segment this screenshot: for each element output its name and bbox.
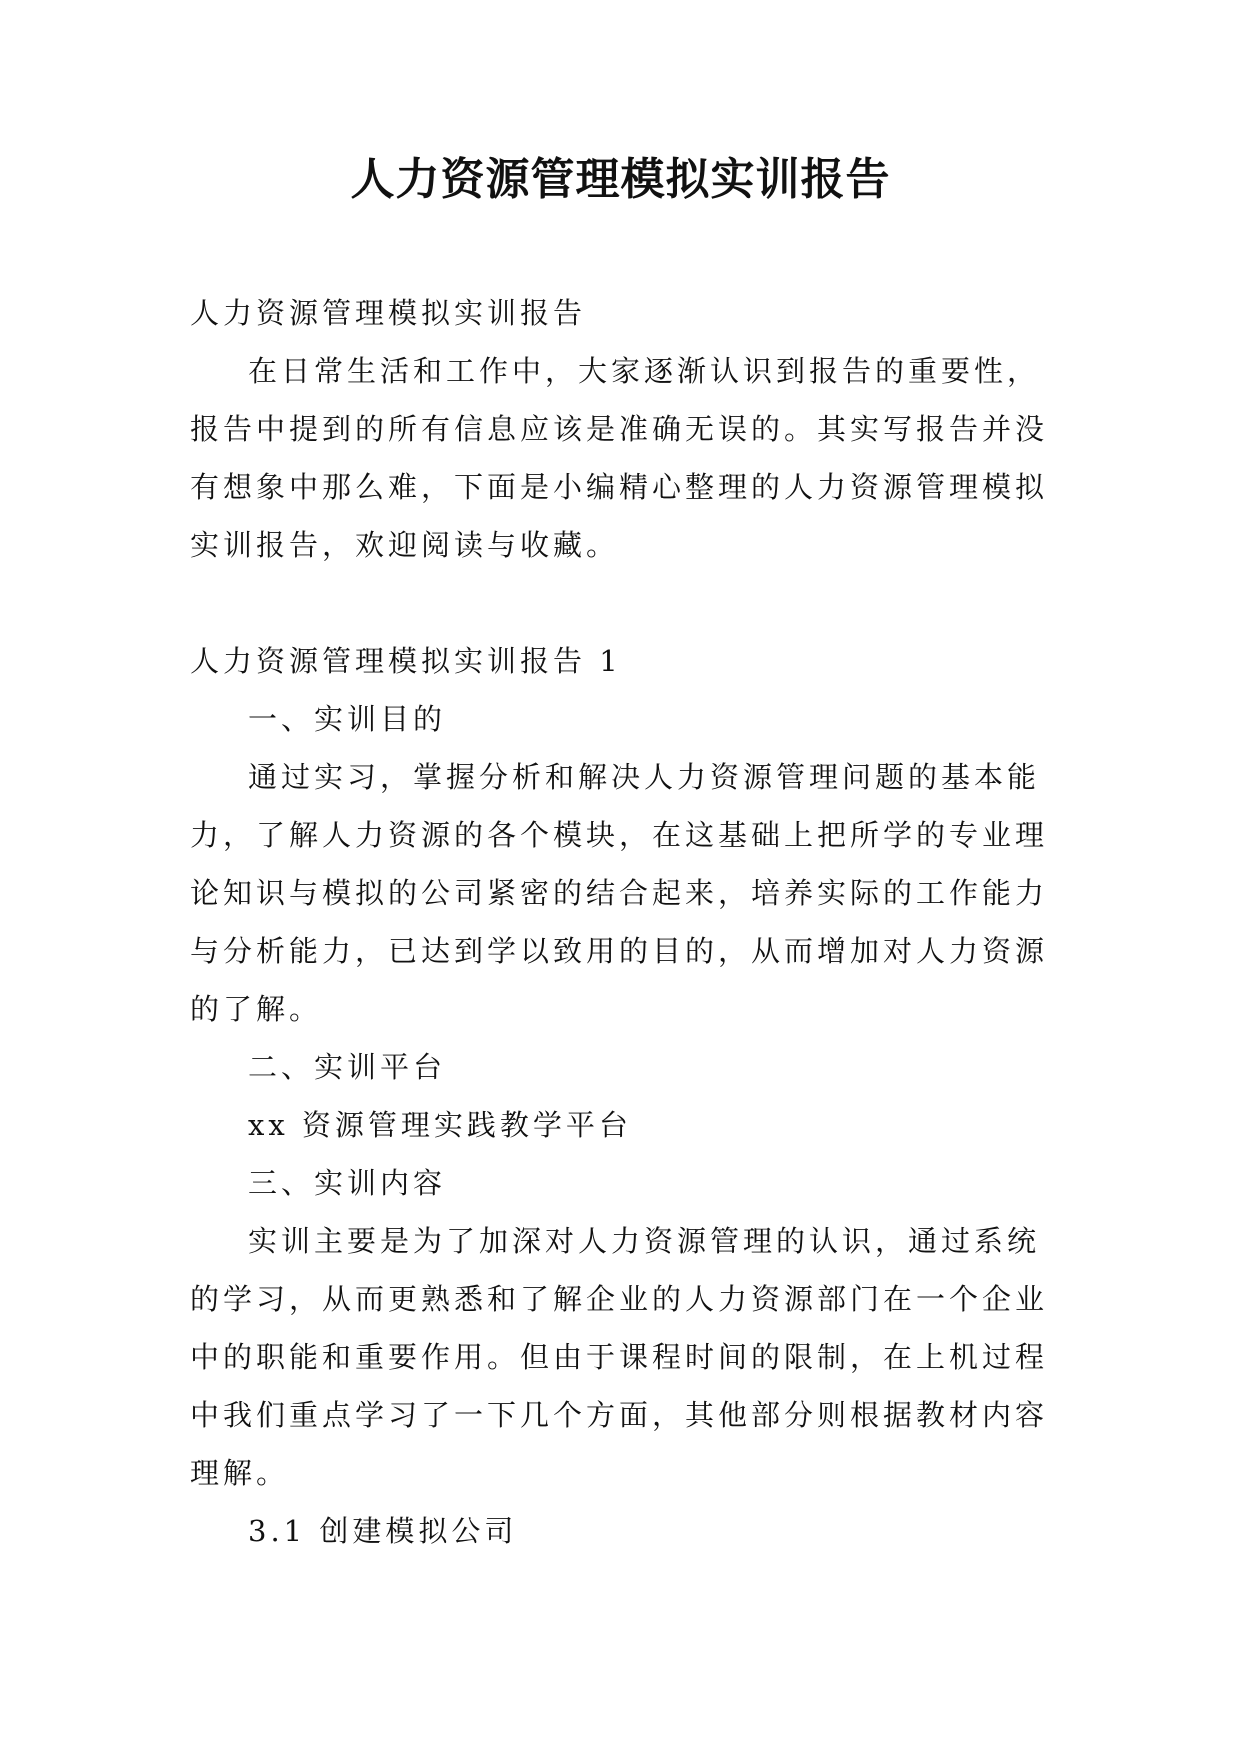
section-heading-3: 三、实训内容	[248, 1166, 447, 1200]
document-title: 人力资源管理模拟实训报告	[350, 154, 891, 205]
intro-paragraph: 在日常生活和工作中，大家逐渐认识到报告的重要性，报告中提到的所有信息应该是准确无误的。其实写报告并没有想象中那么难，下面是小编精心整理的人力资源管理模拟实训报告，欢迎阅读与收藏。	[190, 354, 1049, 562]
section-heading-1: 一、实训目的	[248, 702, 447, 736]
report-heading: 人力资源管理模拟实训报告 1	[190, 644, 622, 678]
subsection-heading: 3.1 创建模拟公司	[248, 1514, 518, 1548]
paragraph-spacer	[190, 574, 1070, 632]
doc-subtitle: 人力资源管理模拟实训报告	[190, 296, 587, 330]
body-paragraph-1: 通过实习，掌握分析和解决人力资源管理问题的基本能力，了解人力资源的各个模块，在这基础上把所学的专业理论知识与模拟的公司紧密的结合起来，培养实际的工作能力与分析能力，已达到学以致用的目的，从而增加对人力资源的了解。	[190, 760, 1049, 1026]
section-heading-2: 二、实训平台	[248, 1050, 447, 1084]
body-paragraph-2: xx 资源管理实践教学平台	[248, 1108, 632, 1142]
body-paragraph-3: 实训主要是为了加深对人力资源管理的认识，通过系统的学习，从而更熟悉和了解企业的人力资源部门在一个企业中的职能和重要作用。但由于课程时间的限制，在上机过程中我们重点学习了一下几个方面，其他部分则根据教材内容理解。	[190, 1224, 1049, 1490]
document-body	[190, 284, 1070, 1560]
